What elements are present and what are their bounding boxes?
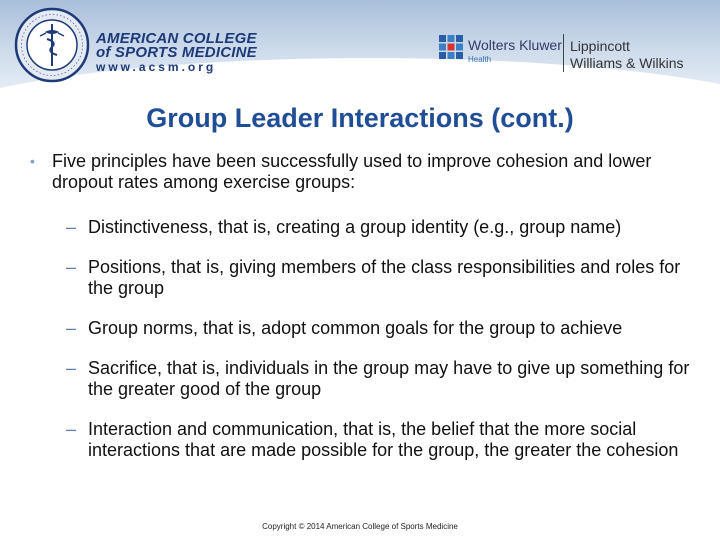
acsm-wordmark [96, 32, 257, 74]
slide-title: Group Leader Interactions (cont.) [146, 103, 574, 133]
slide-content [30, 151, 690, 480]
dash-bullet-icon: – [66, 257, 77, 277]
subpoint-text: Sacrifice, that is, individuals in the group may have to give up something for the greater good of the group [88, 358, 690, 399]
imprint-line2: Williams & Wilkins [570, 55, 684, 71]
publisher-name: Wolters Kluwer [468, 37, 562, 53]
dash-bullet-icon: – [66, 419, 77, 439]
bullet-dot-icon: • [30, 153, 35, 169]
subpoint-item [66, 217, 690, 238]
dash-bullet-icon: – [66, 217, 77, 237]
slide-header [0, 0, 720, 96]
acsm-name-line1: AMERICAN COLLEGE [96, 30, 257, 47]
acsm-website: www.acsm.org [96, 60, 217, 74]
subpoint-item [66, 358, 690, 400]
subpoint-text: Interaction and communication, that is, the belief that the more social interactions that are made possible for the group, the greater the cohesion [88, 419, 679, 460]
subpoint-list [30, 217, 690, 461]
dash-bullet-icon: – [66, 318, 77, 338]
publisher-brand [468, 37, 562, 64]
main-bullet-text: Five principles have been successfully used to improve cohesion and lower dropout rates among exercise groups: [52, 151, 652, 192]
subpoint-text: Positions, that is, giving members of the class responsibilities and roles for the group [88, 257, 681, 298]
copyright-footer: Copyright © 2014 American College of Sports Medicine [262, 522, 458, 531]
imprint-name [570, 38, 684, 72]
subpoint-text: Distinctiveness, that is, creating a group identity (e.g., group name) [88, 217, 622, 237]
wolters-kluwer-logo-icon [438, 34, 464, 60]
publisher-division: Health [468, 55, 492, 64]
imprint-line1: Lippincott [570, 38, 630, 54]
dash-bullet-icon: – [66, 358, 77, 378]
acsm-seal-icon [14, 7, 90, 83]
publisher-divider [563, 34, 564, 72]
acsm-name-line2: of SPORTS MEDICINE [96, 44, 257, 61]
subpoint-item [66, 318, 690, 339]
subpoint-item [66, 257, 690, 299]
subpoint-item [66, 419, 690, 461]
subpoint-text: Group norms, that is, adopt common goals for the group to achieve [88, 318, 623, 338]
main-bullet [30, 151, 690, 193]
